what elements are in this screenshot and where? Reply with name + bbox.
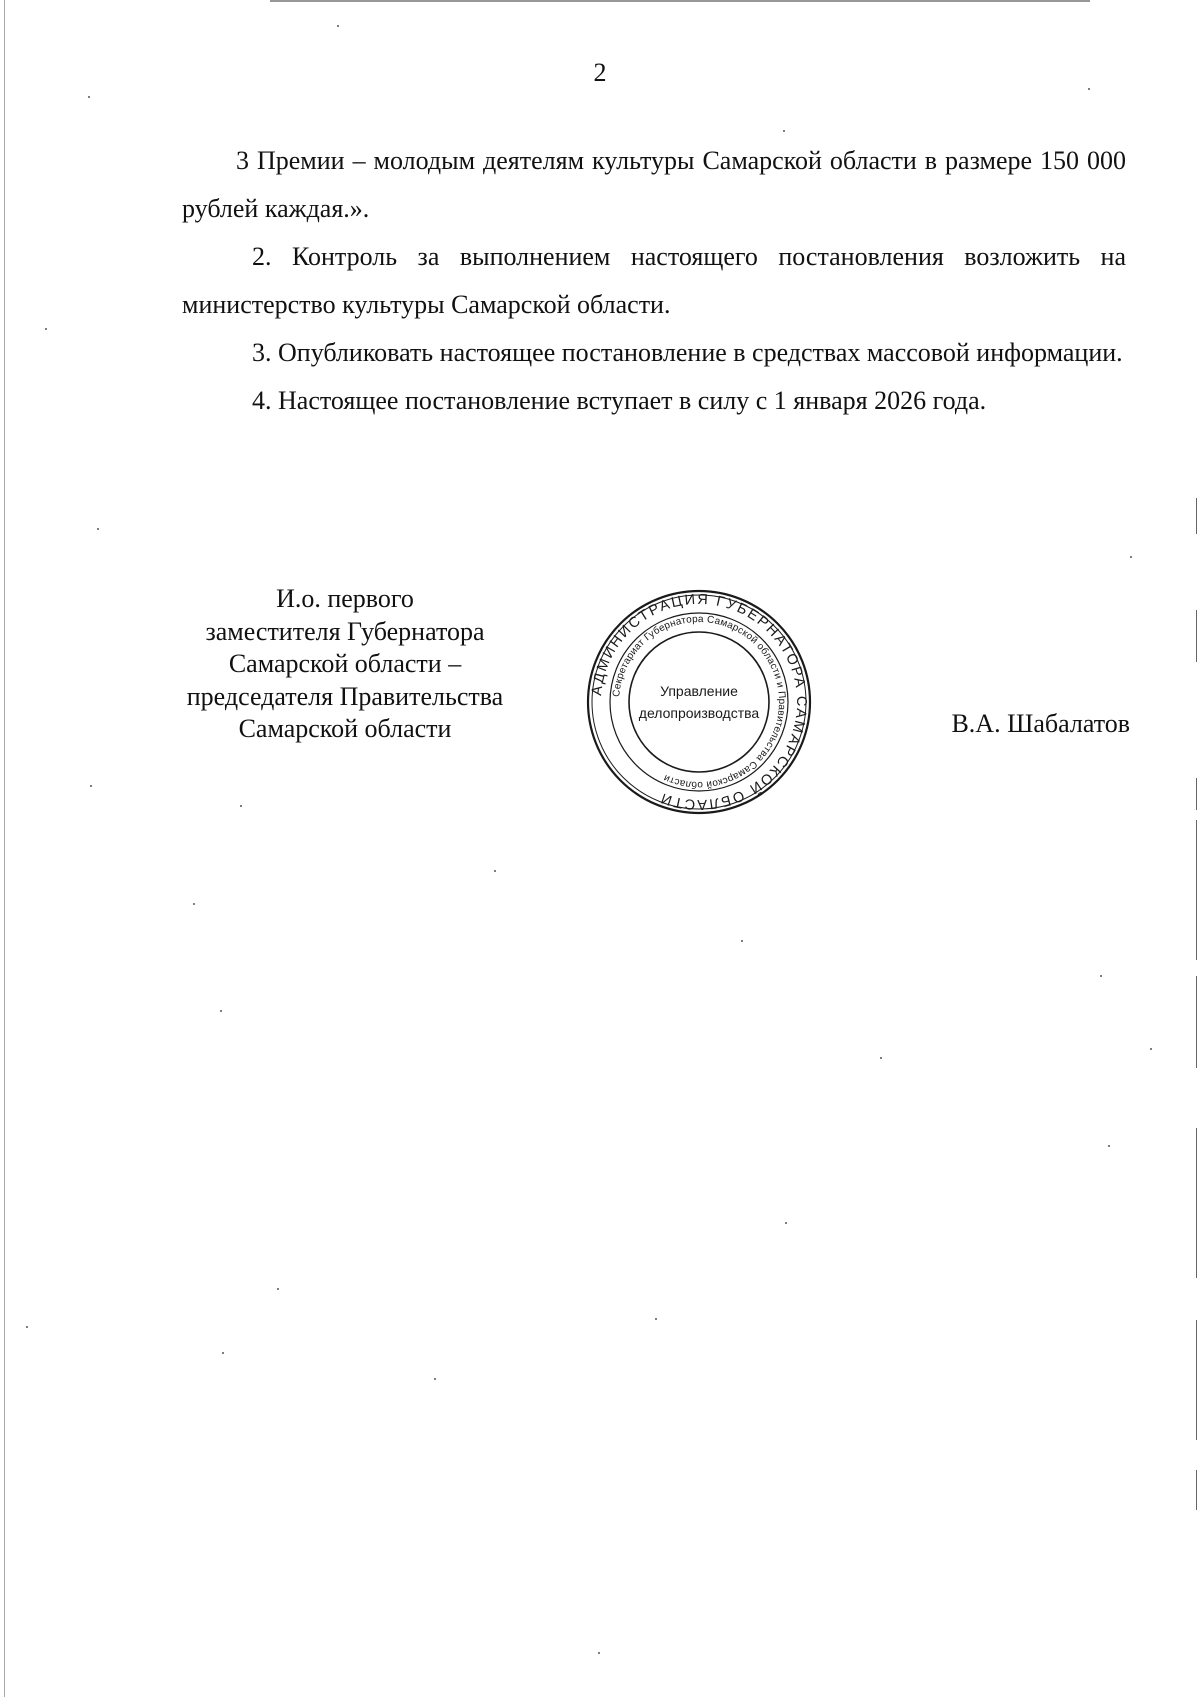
scan-speck: [1108, 1145, 1110, 1147]
scan-speck: [783, 130, 785, 132]
signatory-title-line: Самарской области: [238, 714, 452, 743]
signatory-title: [150, 583, 540, 746]
scan-speck: [193, 903, 195, 905]
document-body: [182, 137, 1126, 425]
scan-edge-mark: [1196, 1470, 1197, 1510]
scan-speck: [598, 1652, 600, 1654]
signatory-title-line: Самарской области –: [228, 649, 462, 678]
scan-edge-mark: [1196, 610, 1197, 662]
scan-speck: [277, 1288, 279, 1290]
scan-speck: [337, 25, 339, 27]
scan-speck: [26, 1326, 28, 1328]
scan-speck: [1150, 1048, 1152, 1050]
scan-speck: [494, 870, 496, 872]
scan-edge-mark: [1196, 778, 1197, 810]
paragraph-effective-date: 4. Настоящее постановление вступает в силу с 1 января 2026 года.: [252, 386, 987, 415]
scan-edge-mark: [1196, 1128, 1197, 1278]
scan-edge-mark: [1196, 1320, 1197, 1440]
signatory-title-line: председателя Правительства: [186, 681, 504, 711]
scan-speck: [45, 328, 47, 330]
scan-speck: [220, 1010, 222, 1012]
scan-speck: [741, 940, 743, 942]
scan-speck: [240, 805, 242, 807]
scan-speck: [222, 1352, 224, 1354]
scan-edge-mark: [1196, 976, 1197, 1068]
paragraph-prize-clause: 3 Премии – молодым деятелям культуры Самарской области в размере 150 000 рублей каждая.».: [182, 146, 1126, 223]
scan-speck: [434, 1378, 436, 1380]
paragraph-publication: 3. Опубликовать настоящее постановление в средствах массовой информации.: [252, 338, 1123, 367]
stamp-inner-ring-text: Секретариат Губернатора Самарской области и Правительства Самарской области: [611, 613, 788, 791]
paragraph-control: 2. Контроль за выполнением настоящего постановления возложить на министерство культуры Самарской области.: [182, 242, 1126, 319]
stamp-center-line: Управление: [660, 683, 738, 699]
stamp-outer-ring-text: АДМИНИСТРАЦИЯ ГУБЕРНАТОРА САМАРСКОЙ ОБЛАСТИ: [589, 591, 810, 813]
scan-speck: [97, 528, 99, 530]
scan-speck: [880, 1057, 882, 1059]
stamp-center-line: делопроизводства: [638, 705, 760, 721]
signatory-title-line: И.о. первого: [276, 584, 414, 613]
signatory-title-line: заместителя Губернатора: [205, 616, 485, 646]
scan-speck: [88, 96, 90, 98]
scan-top-edge: [270, 0, 1090, 2]
signatory-name: В.А. Шабалатов: [951, 709, 1130, 738]
scan-speck: [1088, 88, 1090, 90]
scan-speck: [1130, 556, 1132, 558]
scan-edge-mark: [1196, 498, 1197, 534]
scan-speck: [1100, 975, 1102, 977]
page-number: 2: [593, 58, 607, 87]
scan-speck: [90, 785, 92, 787]
scan-speck: [785, 1222, 787, 1224]
scan-edge-mark: [1196, 820, 1197, 960]
official-stamp: [585, 588, 813, 816]
scan-left-edge: [4, 0, 5, 1697]
scan-speck: [655, 1318, 657, 1320]
